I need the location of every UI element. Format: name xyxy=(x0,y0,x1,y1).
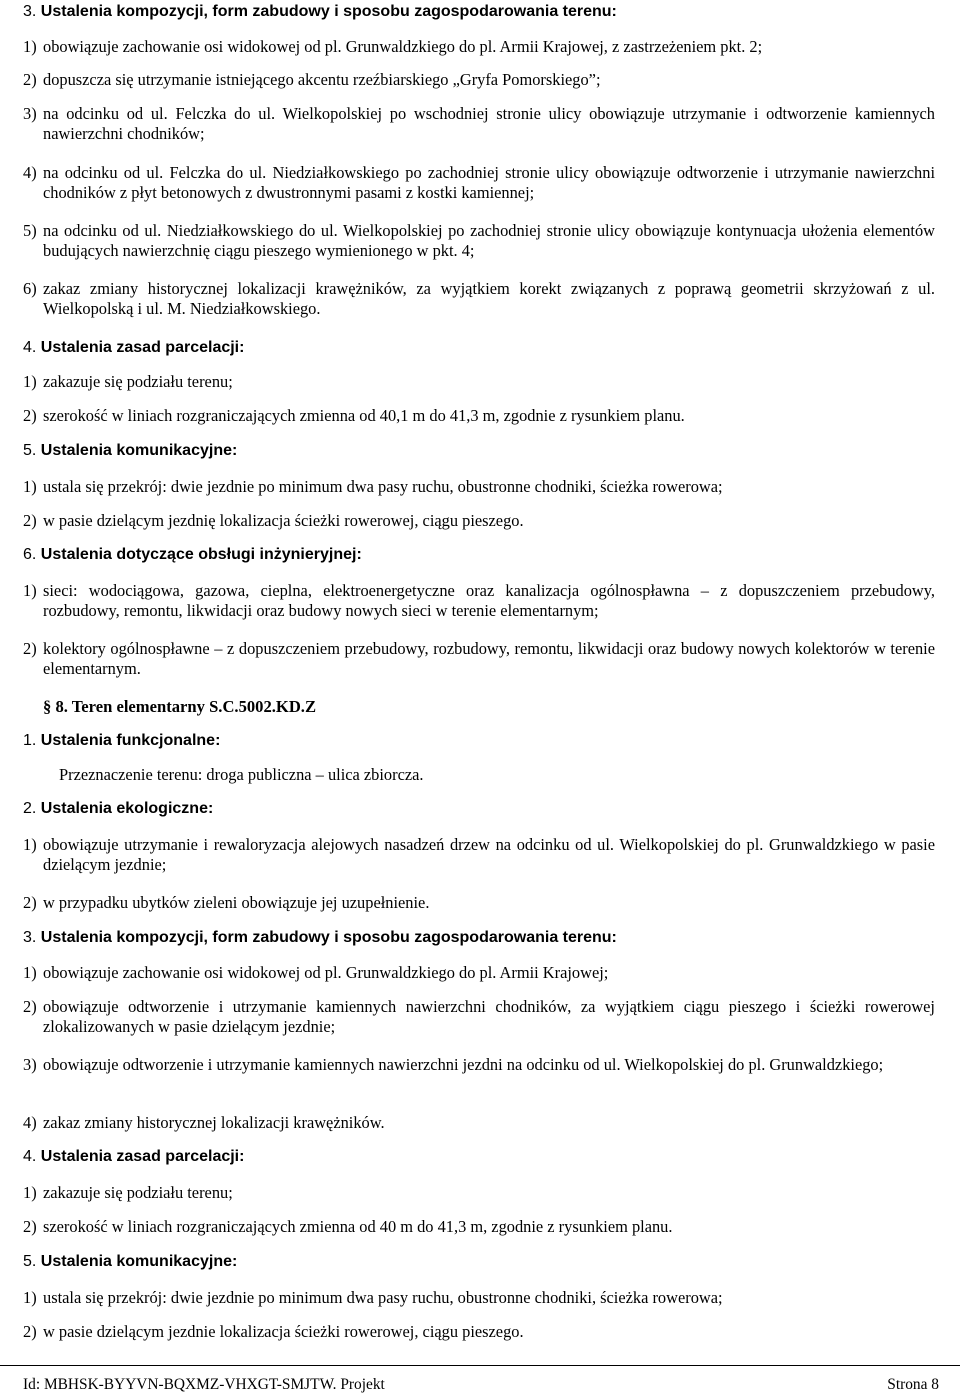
list-item: 1) sieci: wodociągowa, gazowa, cieplna, elektroenergetyczne oraz kanalizacja ogólnospławna – z dopuszczeniem przebudowy, rozbudowy, remontu, likwidacji oraz budowy nowych sieci w terenie elementarnym; xyxy=(23,581,935,620)
list-item: 1) zakazuje się podziału terenu; xyxy=(23,372,233,391)
section-heading: 3. Ustalenia kompozycji, form zabudowy i sposobu zagospodarowania terenu: xyxy=(23,3,617,20)
list-item: 3) na odcinku od ul. Felczka do ul. Wielkopolskiej po wschodniej stronie ulicy obowiązuje utrzymanie i odtworzenie kamiennych nawierzchni chodników; xyxy=(23,104,935,143)
list-item: 1) ustala się przekrój: dwie jezdnie po minimum dwa pasy ruchu, obustronne chodniki, ścieżka rowerowa; xyxy=(23,1288,723,1307)
list-item: 3) obowiązuje odtworzenie i utrzymanie kamiennych nawierzchni jezdni na odcinku od ul. Wielkopolskiej do pl. Grunwaldzkiego; xyxy=(23,1055,884,1074)
section-heading: 4. Ustalenia zasad parcelacji: xyxy=(23,1148,245,1165)
list-item: 2) szerokość w liniach rozgraniczających zmienna od 40,1 m do 41,3 m, zgodnie z rysunkiem planu. xyxy=(23,406,685,425)
list-item: 2) w przypadku ubytków zieleni obowiązuje jej uzupełnienie. xyxy=(23,893,430,912)
list-item: 2) szerokość w liniach rozgraniczających zmienna od 40 m do 41,3 m, zgodnie z rysunkiem planu. xyxy=(23,1217,673,1236)
list-item: 1) obowiązuje zachowanie osi widokowej od pl. Grunwaldzkiego do pl. Armii Krajowej; xyxy=(23,963,609,982)
list-item: 1) zakazuje się podziału terenu; xyxy=(23,1183,233,1202)
section-heading: 3. Ustalenia kompozycji, form zabudowy i sposobu zagospodarowania terenu: xyxy=(23,929,617,946)
document-id: Id: MBHSK-BYYVN-BQXMZ-VHXGT-SMJTW. Projekt xyxy=(23,1376,385,1393)
section-heading: 5. Ustalenia komunikacyjne: xyxy=(23,1253,238,1270)
section-heading: 2. Ustalenia ekologiczne: xyxy=(23,800,214,817)
page-footer xyxy=(0,1365,960,1393)
section-heading: 5. Ustalenia komunikacyjne: xyxy=(23,442,238,459)
list-item: 5) na odcinku od ul. Niedziałkowskiego do ul. Wielkopolskiej po zachodniej stronie ulicy obowiązuje kontynuacja ułożenia elementów budujących nawierzchnię ciągu pieszego wymienionego w pkt. 4; xyxy=(23,221,935,260)
list-item: 2) dopuszcza się utrzymanie istniejącego akcentu rzeźbiarskiego „Gryfa Pomorskiego”; xyxy=(23,70,601,89)
paragraph: Przeznaczenie terenu: droga publiczna – ulica zbiorcza. xyxy=(59,765,424,784)
list-item: 1) obowiązuje zachowanie osi widokowej od pl. Grunwaldzkiego do pl. Armii Krajowej, z zastrzeżeniem pkt. 2; xyxy=(23,37,763,56)
list-item: 2) kolektory ogólnospławne – z dopuszczeniem przebudowy, rozbudowy, remontu, likwidacji oraz budowy nowych kolektorów w terenie elementarnym. xyxy=(23,639,935,678)
section-heading: 6. Ustalenia dotyczące obsługi inżynieryjnej: xyxy=(23,546,362,563)
page-number: Strona 8 xyxy=(887,1376,939,1393)
list-item: 4) na odcinku od ul. Felczka do ul. Niedziałkowskiego po zachodniej stronie ulicy obowiązuje odtworzenie i utrzymanie nawierzchni chodników z płyt betonowych z dwustronnymi pasami z kostki kamiennej; xyxy=(23,163,935,202)
section-heading: 1. Ustalenia funkcjonalne: xyxy=(23,732,221,749)
list-item: 2) w pasie dzielącym jezdnie lokalizacja ścieżki rowerowej, ciągu pieszego. xyxy=(23,1322,524,1341)
list-item: 4) zakaz zmiany historycznej lokalizacji krawężników. xyxy=(23,1113,385,1132)
list-item: 2) w pasie dzielącym jezdnię lokalizacja ścieżki rowerowej, ciągu pieszego. xyxy=(23,511,524,530)
list-item: 1) ustala się przekrój: dwie jezdnie po minimum dwa pasy ruchu, obustronne chodniki, ścieżka rowerowa; xyxy=(23,477,723,496)
list-item: 2) obowiązuje odtworzenie i utrzymanie kamiennych nawierzchni chodników, za wyjątkiem ciągu pieszego i ścieżki rowerowej zlokalizowanych w pasie dzielącym jezdnie; xyxy=(23,997,935,1036)
terrain-heading: § 8. Teren elementarny S.C.5002.KD.Z xyxy=(43,697,317,716)
list-item: 6) zakaz zmiany historycznej lokalizacji krawężników, za wyjątkiem korekt związanych z poprawą geometrii skrzyżowań z ul. Wielkopolską i ul. M. Niedziałkowskiego. xyxy=(23,279,935,318)
section-heading: 4. Ustalenia zasad parcelacji: xyxy=(23,339,245,356)
list-item: 1) obowiązuje utrzymanie i rewaloryzacja alejowych nasadzeń drzew na odcinku od ul. Wielkopolskiej do pl. Grunwaldzkiego w pasie dzielącym jezdnie; xyxy=(23,835,935,874)
